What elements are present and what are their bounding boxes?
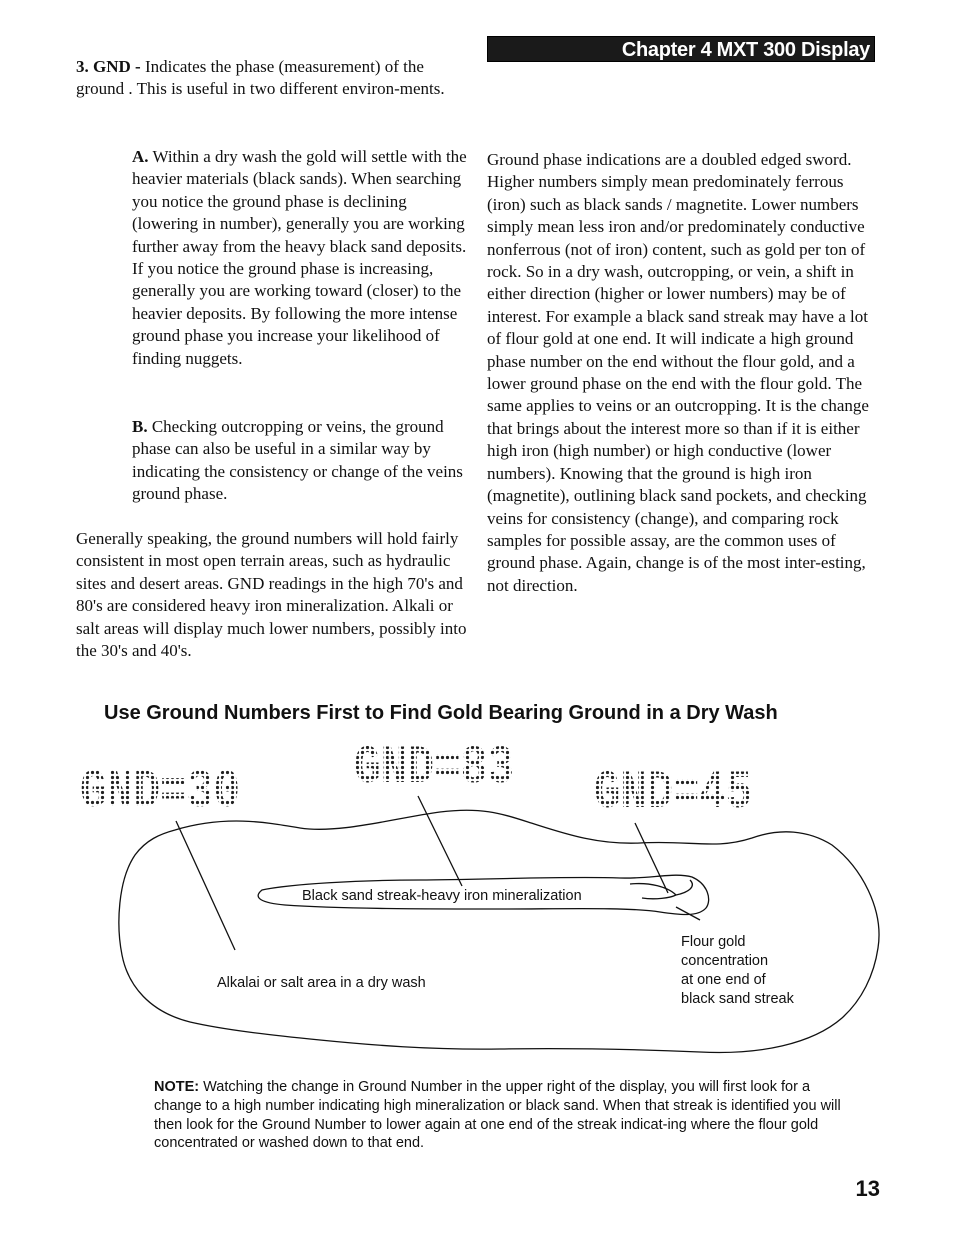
page-number: 13 bbox=[855, 1176, 880, 1201]
note-paragraph bbox=[154, 1078, 844, 1153]
point-a-lead: A. bbox=[132, 147, 149, 166]
pointer-gnd-83 bbox=[418, 796, 462, 886]
point-b-lead: B. bbox=[132, 417, 148, 436]
label-alkali-area: Alkalai or salt area in a dry wash bbox=[217, 975, 426, 991]
pointer-gnd-45 bbox=[635, 823, 668, 893]
label-flour-gold-line: Flour gold bbox=[681, 934, 746, 950]
gnd-reading-45: GND=45 bbox=[594, 763, 752, 824]
right-column-paragraph: Ground phase indications are a doubled edged sword. Higher numbers simply mean predominately ferrous (iron) such as black sands / magnetite. Lower numbers simply mean less iron and/or predominately conductive nonferrous (not of iron) content, such as gold per ton of rock. So in a dry wash, outcropping, or vein, a shift in either direction (higher or lower numbers) may be of interest. For example a black sand streak may have a lot of flour gold at one end. It will indicate a high ground phase number on the end without the flour gold, and a lower ground phase on the end with the flour gold. The same applies to veins or an outcropping. It is the change that brings about the interest more so than if it is either high iron (high number) or high conductive (lower numbers). Knowing that the ground is high iron (magnetite), outlining black sand pockets, and checking veins for consistency (change), and comparing rock samples for possible assay, are the common uses of ground phase. Again, change is of the most inter-esting, not direction. bbox=[487, 150, 869, 595]
gnd-intro-text: Indicates the phase (measurement) of the ground . This is useful in two different environ-ments. bbox=[76, 57, 445, 99]
note-text: Watching the change in Ground Number in the upper right of the display, you will first look for a change to a high number indicating high mineralization or black sand. When that streak is identified you will then look for the Ground Number to lower again at one end of the streak indicat-ing where the flour gold concentrated or washed down to that end. bbox=[154, 1079, 841, 1152]
label-flour-gold-line: concentration bbox=[681, 953, 769, 969]
gnd-intro-paragraph bbox=[76, 56, 468, 101]
dry-wash-outline bbox=[119, 810, 879, 1052]
label-black-sand-streak: Black sand streak-heavy iron mineralization bbox=[302, 888, 582, 904]
point-b-text: Checking outcropping or veins, the ground phase can also be useful in a similar way by indicating the consistency or change of the veins ground phase. bbox=[132, 417, 463, 504]
gnd-reading-30: GND=30 bbox=[80, 762, 240, 823]
flour-gold-hook bbox=[630, 880, 692, 899]
general-paragraph: Generally speaking, the ground numbers will hold fairly consistent in most open terrain areas, such as hydraulic sites and desert areas. GND readings in the high 70's and 80's are considered heavy iron mineralization. Alkali or salt areas will display much lower numbers, possibly into the 30's and 40's. bbox=[76, 529, 467, 661]
pointer-gnd-30 bbox=[176, 821, 235, 950]
diagram-title: Use Ground Numbers First to Find Gold Bearing Ground in a Dry Wash bbox=[104, 702, 778, 724]
label-flour-gold-line: at one end of bbox=[681, 972, 766, 988]
point-a-paragraph bbox=[132, 146, 470, 370]
gnd-reading-83: GND=83 bbox=[354, 738, 514, 799]
note-lead: NOTE: bbox=[154, 1079, 200, 1095]
label-flour-gold bbox=[681, 933, 851, 1009]
chapter-header: Chapter 4 MXT 300 Display bbox=[487, 36, 875, 62]
point-a-text: Within a dry wash the gold will settle with the heavier materials (black sands). When searching you notice the ground phase is declining (lowering in number), generally you are working further away from the heavy black sand deposits. If you notice the ground phase is increasing, generally you are working toward (closer) to the heavier deposits. By following the more intense ground phase you increase your likelihood of finding nuggets. bbox=[132, 147, 467, 368]
point-b-paragraph bbox=[132, 416, 470, 506]
label-flour-gold-line: black sand streak bbox=[681, 991, 794, 1007]
gnd-intro-lead: 3. GND - bbox=[76, 57, 141, 76]
